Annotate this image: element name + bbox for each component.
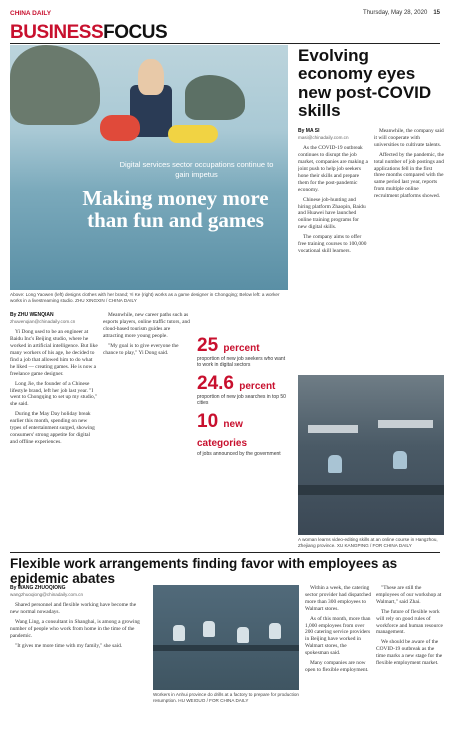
bottom-paragraph: "It gives me more time with my family," she said. [15, 642, 123, 649]
right-story-photo [298, 375, 444, 535]
lead-kicker: Digital services sector occupations continue to gain impetus [119, 160, 274, 179]
lead-photo-caption: Above: Long Yaowen (left) designs clothes with her brand; Yi Ke (right) works as a game designer in Chongqing; Below left: a worker works in a livestreaming studio. ZHU XINGXIN / CHINA DAILY [10, 292, 280, 303]
bottom-story-photo [153, 585, 299, 690]
lead-paragraph: Long Jie, the founder of a Chinese lifestyle brand, left her job last year. "I went to Chongqing to set up my studio," she said. [10, 380, 98, 408]
right-story-headline: Evolving economy eyes new post-COVID skills [298, 46, 432, 121]
lead-paragraph: During the May Day holiday break earlier this month, spending on new types of entertainment surged, showing consumers' strong appetite for digital and offline experiences. [10, 411, 95, 445]
right-paragraph: The company aims to offer free training courses to 100,000 vocational skill learners. [298, 234, 367, 254]
right-story-column-2 [374, 128, 444, 372]
stat-item [197, 374, 287, 406]
photo-person [203, 621, 215, 637]
bottom-photo-caption: Workers in Anhui province do drills at a factory to prepare for production resumption. HU WEIGUO / FOR CHINA DAILY [153, 692, 299, 703]
lead-paragraph: Yi Dong used to be an engineer at Baidu Inc's Beijing studio, where he worked in artificial intelligence. But like many workers of his age, he decided to find a job that allowed him to do what he liked — creating games. He is now a freelance game designer. [10, 329, 98, 377]
bottom-byline: By WANG ZHUOQIONG [10, 585, 66, 591]
photo-monitor [378, 420, 433, 428]
section-title-part2: FOCUS [103, 22, 168, 43]
stats-panel [197, 336, 287, 463]
bottom-paragraph: Wang Ling, a consultant in Shanghai, is among a growing number of people who work from home in the time of the pandemic. [10, 619, 140, 639]
bottom-section-rule [10, 552, 440, 553]
bottom-byline-email: wangzhuoqiong@chinadaily.com.cn [10, 592, 84, 598]
right-paragraph: Chinese job-hunting and hiring platform Zhaopin, Baidu and Huawei have launched online training programs for new digital skills. [298, 196, 366, 231]
photo-person [237, 627, 249, 643]
bottom-paragraph: Shared personnel and flexible working have become the new normal nowadays. [10, 602, 137, 616]
right-paragraph: Meanwhile, the company said it will cooperate with universities to cultivate talents. [374, 128, 444, 148]
lead-story-column-2 [103, 312, 191, 552]
lead-story-column-1 [10, 312, 98, 552]
bottom-paragraph: The future of flexible work will rely on good rules of workforce and human resource management. [376, 608, 443, 636]
right-byline-email: masi@chinadaily.com.cn [298, 135, 349, 141]
photo-desk [298, 485, 444, 495]
stat-item [197, 412, 287, 457]
header-rule [10, 43, 440, 44]
lead-byline-email: zhuwenqian@chinadaily.com.cn [10, 319, 76, 325]
photo-table [153, 645, 299, 651]
right-paragraph: As the COVID-19 outbreak continues to disrupt the job market, companies are making a joint push to help job seekers hone their skills and prepare them for the post-pandemic economy. [298, 145, 368, 193]
lead-paragraph: "My goal is to give everyone the chance to play," Yi Dong said. [103, 342, 179, 356]
photo-person [393, 451, 407, 469]
photo-person [269, 623, 281, 639]
stat-description: of jobs announced by the government [197, 451, 281, 457]
right-photo-caption: A woman learns video-editing skills at an online course in Hangzhou, Zhejiang province. XU KANGPING / FOR CHINA DAILY [298, 537, 438, 548]
right-byline: By MA SI [298, 128, 320, 134]
photo-toy [168, 125, 218, 143]
page-topbar [10, 6, 440, 20]
bottom-story-column-2 [305, 585, 371, 740]
stat-number: 10 new categories [197, 411, 248, 449]
right-paragraph: Affected by the pandemic, the total number of job postings and applications fell in the first three months compared with the same period last year, reports from multiple online recruitment platforms showed. [374, 151, 444, 200]
bottom-paragraph: As of this month, more than 1,000 employees from over 200 catering service providers in Beijing have worked in Walmart stores, the spokesman said. [305, 615, 371, 657]
lead-photo [10, 45, 288, 290]
bottom-paragraph: "These are still the employees of our workshop at Walmart," said Zhai. [376, 585, 442, 605]
bottom-paragraph: We should be aware of the COVID-19 outbreak as the time marks a new stage for the flexible employment market. [376, 639, 443, 667]
section-title [10, 22, 167, 44]
photo-monitor [308, 425, 358, 433]
stat-item [197, 336, 287, 368]
issue-date: Thursday, May 28, 2020 [363, 10, 428, 16]
photo-rock-shape [10, 45, 100, 125]
stat-description: proportion of new job searches in top 50 cities [197, 394, 286, 406]
lead-byline: By ZHU WENQIAN [10, 312, 54, 318]
bottom-paragraph: Within a week, the catering sector provider had dispatched more than 300 employees to Walmart stores. [305, 585, 371, 612]
photo-glove [100, 115, 140, 141]
page-number: 15 [433, 10, 440, 16]
right-story-column-1 [298, 128, 368, 372]
photo-person [173, 625, 185, 641]
bottom-paragraph: Many companies are now open to flexible employment. [305, 660, 369, 673]
photo-person [328, 455, 342, 473]
lead-headline: Making money more than fun and games [82, 186, 269, 233]
photo-rock-shape [185, 75, 245, 120]
stat-description: proportion of new job seekers who want to work in digital sectors [197, 356, 286, 368]
photo-child-head [138, 59, 164, 95]
bottom-story-column-1 [10, 585, 146, 740]
bottom-story-column-3 [376, 585, 444, 740]
stat-number: 24.6 percent [197, 373, 276, 394]
section-title-part1: BUSINESS [10, 22, 104, 43]
stat-number: 25 percent [197, 335, 260, 356]
newspaper-logo: CHINA DAILY [10, 9, 52, 17]
bottom-story-headline: Flexible work arrangements finding favor with employees as epidemic abates [10, 556, 398, 586]
lead-paragraph: Meanwhile, new career paths such as esports players, online traffic tutors, and cloud-based tourism guides are attracting more young people. [103, 312, 190, 339]
